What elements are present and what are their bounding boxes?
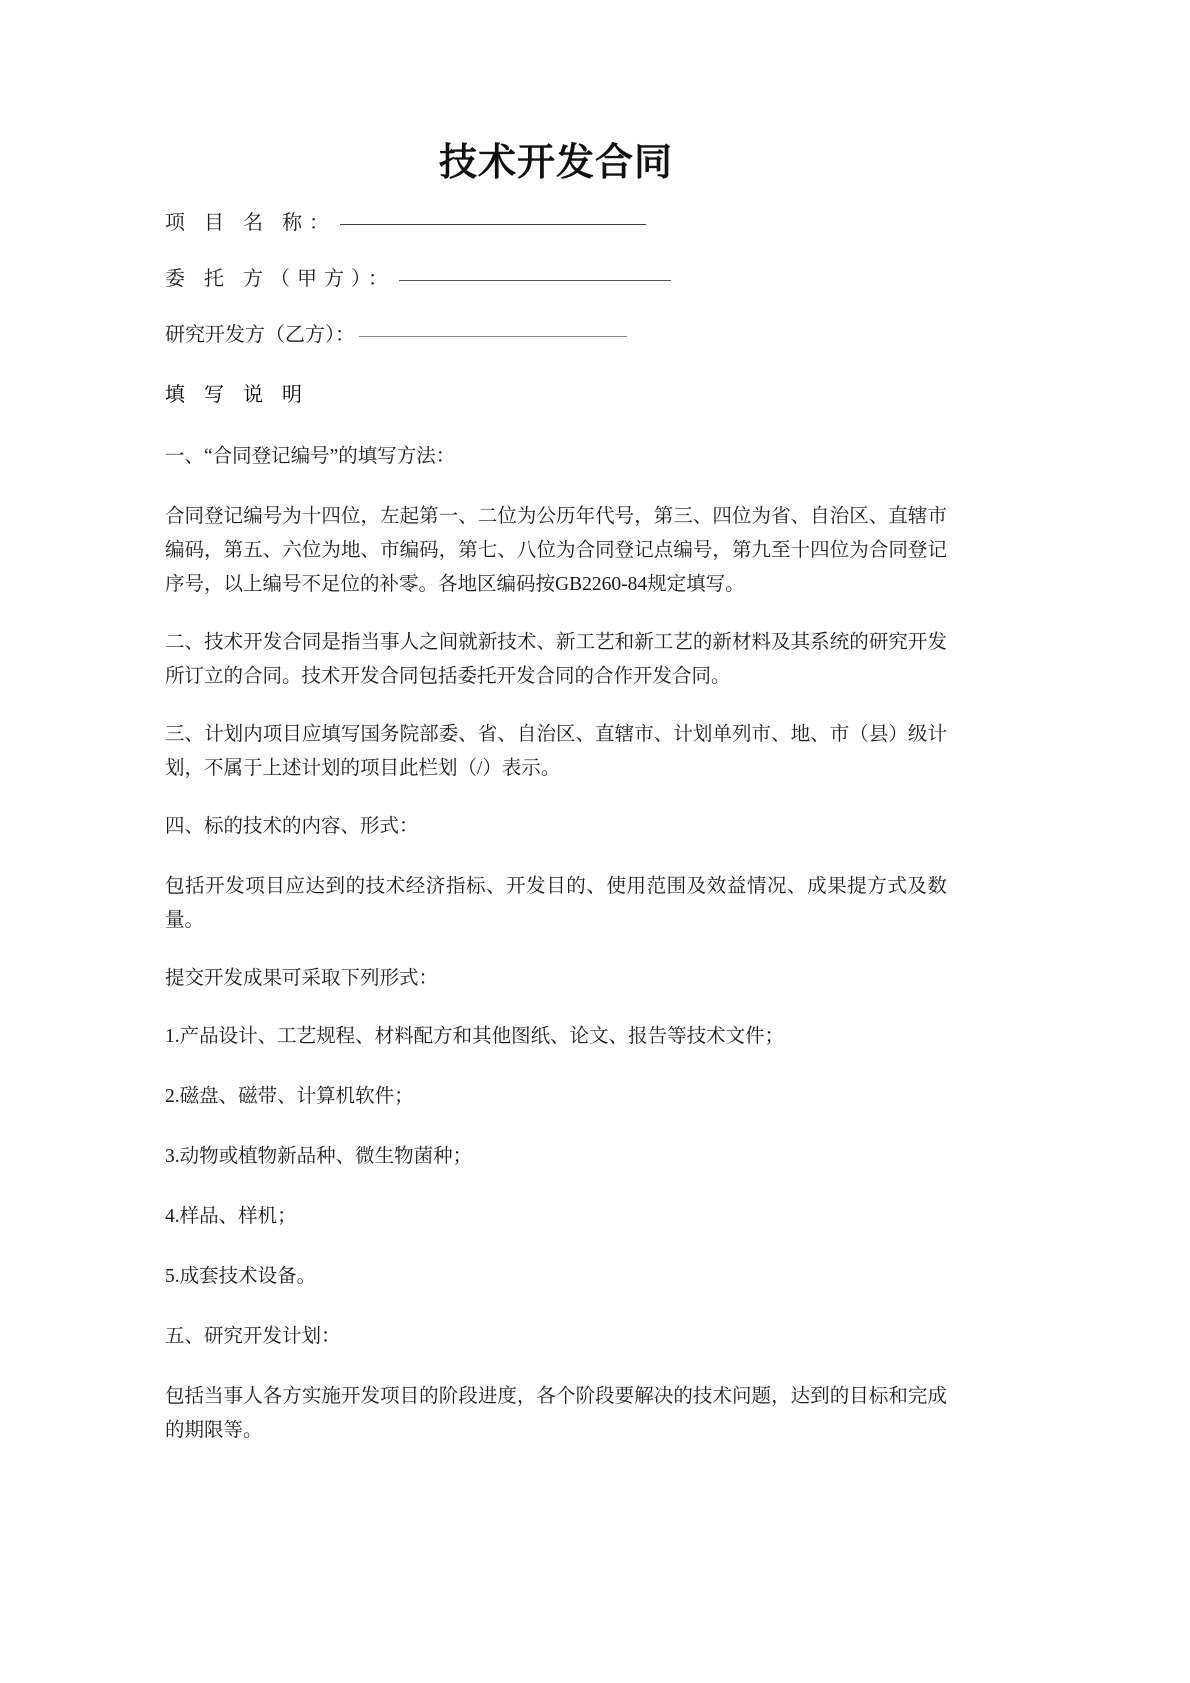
field-rule-developer-party-b[interactable] bbox=[359, 336, 627, 337]
field-label-developer-party-b: 研究开发方（乙方）： bbox=[165, 324, 355, 346]
section-one-body: 合同登记编号为十四位，左起第一、二位为公历年代号，第三、四位为省、自治区、直辖市编码，第五、六位为地、市编码，第七、八位为合同登记点编号，第九至十四位为合同登记序号，以上编号不足位的补零。各地区编码按GB2260-84规定填写。 bbox=[165, 506, 947, 595]
list-item: 2.磁盘、磁带、计算机软件； bbox=[165, 1086, 414, 1107]
field-rule-project-name[interactable] bbox=[340, 224, 646, 225]
section-three-body: 三、计划内项目应填写国务院部委、省、自治区、直辖市、计划单列市、地、市（县）级计划，不属于上述计划的项目此栏划（/）表示。 bbox=[165, 724, 947, 779]
section-heading-five: 五、研究开发计划： bbox=[165, 1326, 341, 1347]
field-row-client-party-a bbox=[165, 264, 947, 294]
list-item: 1.产品设计、工艺规程、材料配方和其他图纸、论文、报告等技术文件； bbox=[165, 1026, 785, 1047]
field-row-project-name bbox=[165, 208, 947, 238]
section-heading-one: 一、“合同登记编号”的填写方法： bbox=[165, 446, 456, 467]
section-two-body: 二、技术开发合同是指当事人之间就新技术、新工艺和新工艺的新材料及其系统的研究开发所订立的合同。技术开发合同包括委托开发合同的合作开发合同。 bbox=[165, 632, 947, 687]
field-label-client-party-a: 委 托 方（甲方）： bbox=[165, 268, 395, 290]
section-five-body: 包括当事人各方实施开发项目的阶段进度，各个阶段要解决的技术问题，达到的目标和完成的期限等。 bbox=[165, 1386, 947, 1441]
section-heading-four: 四、标的技术的内容、形式： bbox=[165, 816, 419, 837]
list-item: 5.成套技术设备。 bbox=[165, 1266, 317, 1287]
field-label-project-name: 项 目 名 称： bbox=[165, 212, 336, 234]
fill-instructions-heading: 填 写 说 明 bbox=[165, 384, 309, 406]
field-rule-client-party-a[interactable] bbox=[399, 280, 671, 281]
list-item: 4.样品、样机； bbox=[165, 1206, 297, 1227]
page-title: 技术开发合同 bbox=[438, 142, 673, 184]
section-four-body: 包括开发项目应达到的技术经济指标、开发目的、使用范围及效益情况、成果提方式及数量。 bbox=[165, 876, 947, 931]
field-row-developer-party-b bbox=[165, 320, 947, 350]
list-item: 3.动物或植物新品种、微生物菌种； bbox=[165, 1146, 473, 1167]
deliverable-forms-lead-in: 提交开发成果可采取下列形式： bbox=[165, 968, 439, 989]
document-content bbox=[165, 140, 947, 1448]
